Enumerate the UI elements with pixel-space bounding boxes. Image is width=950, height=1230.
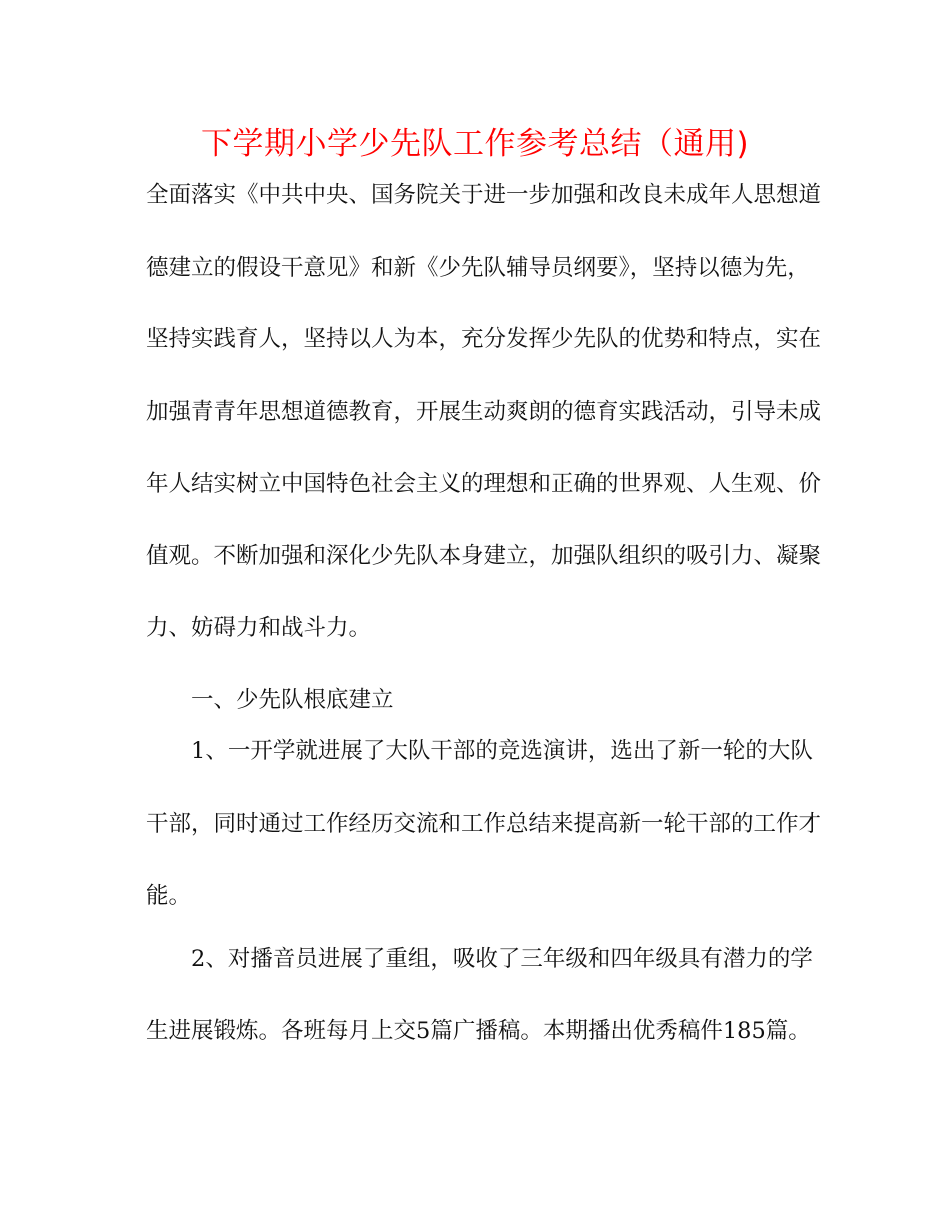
paragraph-line: 1、一开学就进展了大队干部的竞选演讲，选出了新一轮的大队 — [191, 738, 813, 764]
paragraph-line: 生进展锻炼。各班每月上交5篇广播稿。本期播出优秀稿件185篇。 — [146, 1018, 811, 1044]
paragraph-line: 值观。不断加强和深化少先队本身建立，加强队组织的吸引力、凝聚 — [146, 543, 822, 569]
paragraph-line: 干部，同时通过工作经历交流和工作总结来提高新一轮干部的工作才 — [146, 811, 822, 837]
paragraph-line: 加强青青年思想道德教育，开展生动爽朗的德育实践活动，引导未成 — [146, 399, 822, 425]
document-title: 下学期小学少先队工作参考总结（通用) — [200, 126, 750, 162]
section-heading: 一、少先队根底建立 — [191, 687, 394, 713]
paragraph-line: 坚持实践育人，坚持以人为本，充分发挥少先队的优势和特点，实在 — [146, 326, 822, 352]
paragraph-line: 2、对播音员进展了重组，吸收了三年级和四年级具有潜力的学 — [191, 946, 813, 972]
paragraph-line: 全面落实《中共中央、国务院关于进一步加强和改良未成年人思想道 — [146, 182, 822, 208]
paragraph-line: 德建立的假设干意见》和新《少先队辅导员纲要》，坚持以德为先， — [146, 255, 810, 281]
paragraph-line: 年人结实树立中国特色社会主义的理想和正确的世界观、人生观、价 — [146, 471, 822, 497]
paragraph-line: 力、妨碍力和战斗力。 — [146, 615, 372, 641]
paragraph-line: 能。 — [146, 883, 192, 909]
